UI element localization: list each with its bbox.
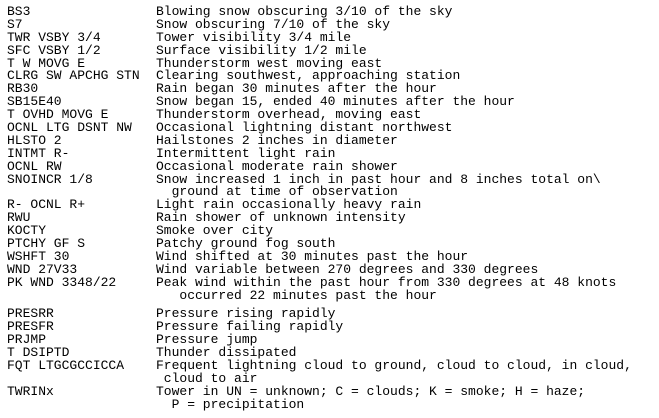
weather-code: PRESRR [7, 306, 54, 322]
weather-code: KOCTY [7, 223, 47, 239]
weather-description: Pressure failing rapidly [156, 319, 344, 335]
weather-description: Thunderstorm west moving east [156, 55, 383, 71]
weather-description: Surface visibility 1/2 mile [156, 42, 367, 58]
weather-code: OCNL LTG DSNT NW [7, 120, 132, 136]
weather-description: Occasional moderate rain shower [156, 158, 398, 174]
weather-code: T DSIPTD [7, 345, 70, 361]
weather-description: P = precipitation [156, 396, 305, 412]
weather-code: OCNL RW [7, 158, 62, 174]
weather-code: T OVHD MOVG E [7, 107, 109, 123]
weather-code: TWR VSBY 3/4 [7, 29, 101, 45]
weather-description: Wind variable between 270 degrees and 330 degrees [156, 261, 539, 277]
weather-code: SB15E40 [7, 94, 62, 110]
weather-description: Pressure rising rapidly [156, 306, 336, 322]
weather-code: PK WND 3348/22 [7, 274, 117, 290]
weather-code: BS3 [7, 4, 31, 19]
weather-code: PTCHY GF S [7, 236, 86, 252]
weather-description: Tower visibility 3/4 mile [156, 29, 352, 45]
glossary-line [7, 383, 659, 399]
weather-code: RB30 [7, 81, 39, 97]
weather-description: Pressure jump [156, 332, 258, 348]
weather-description: Rain began 30 minutes after the hour [156, 81, 437, 97]
weather-description: Clearing southwest, approaching station [156, 68, 461, 84]
weather-code: R- OCNL R+ [7, 197, 86, 213]
glossary-line [7, 212, 659, 225]
glossary-line [7, 287, 659, 303]
weather-code: PRESFR [7, 319, 54, 335]
weather-description: Tower in UN = unknown; C = clouds; K = smoke; H = haze; [156, 383, 586, 399]
weather-description: Snow began 15, ended 40 minutes after the hour [156, 94, 515, 110]
weather-code: WND 27V33 [7, 261, 78, 277]
weather-description: Frequent lightning cloud to ground, cloud to cloud, in cloud, [156, 358, 632, 374]
weather-description: Snow obscuring 7/10 of the sky [156, 16, 391, 32]
weather-code: RWU [7, 210, 31, 226]
glossary-line [7, 334, 659, 347]
weather-description: Thunder dissipated [156, 345, 297, 361]
glossary-line [7, 321, 659, 334]
weather-description: occurred 22 minutes past the hour [156, 287, 437, 303]
weather-code: FQT LTGCGCCICCA [7, 358, 125, 374]
weather-description: Smoke over city [156, 223, 274, 239]
weather-description: Light rain occasionally heavy rain [156, 197, 422, 213]
weather-description: Wind shifted at 30 minutes past the hour [156, 248, 469, 264]
weather-description: Rain shower of unknown intensity [156, 210, 406, 226]
weather-description: Snow increased 1 inch in past hour and 8 inches total on\ [156, 171, 601, 187]
weather-description: cloud to air [156, 370, 258, 386]
weather-description: ground at time of observation [156, 184, 398, 200]
weather-description: Patchy ground fog south [156, 236, 336, 252]
weather-description: Peak wind within the past hour from 330 degrees at 48 knots [156, 274, 617, 290]
weather-code: HLSTO 2 [7, 132, 62, 148]
weather-description: Hailstones 2 inches in diameter [156, 132, 398, 148]
glossary-line [7, 396, 659, 412]
weather-code: TWRINx [7, 383, 54, 399]
weather-code: SNOINCR 1/8 [7, 171, 93, 187]
weather-code: SFC VSBY 1/2 [7, 42, 101, 58]
weather-description: Blowing snow obscuring 3/10 of the sky [156, 4, 453, 19]
weather-code: PRJMP [7, 332, 47, 348]
weather-code: S7 [7, 16, 23, 32]
weather-description: Occasional lightning distant northwest [156, 120, 453, 136]
weather-code: CLRG SW APCHG STN [7, 68, 140, 84]
weather-description: Intermittent light rain [156, 145, 336, 161]
weather-code: INTMT R- [7, 145, 70, 161]
weather-code: T W MOVG E [7, 55, 86, 71]
weather-code: WSHFT 30 [7, 248, 70, 264]
weather-description: Thunderstorm overhead, moving east [156, 107, 422, 123]
glossary-line [7, 360, 659, 373]
